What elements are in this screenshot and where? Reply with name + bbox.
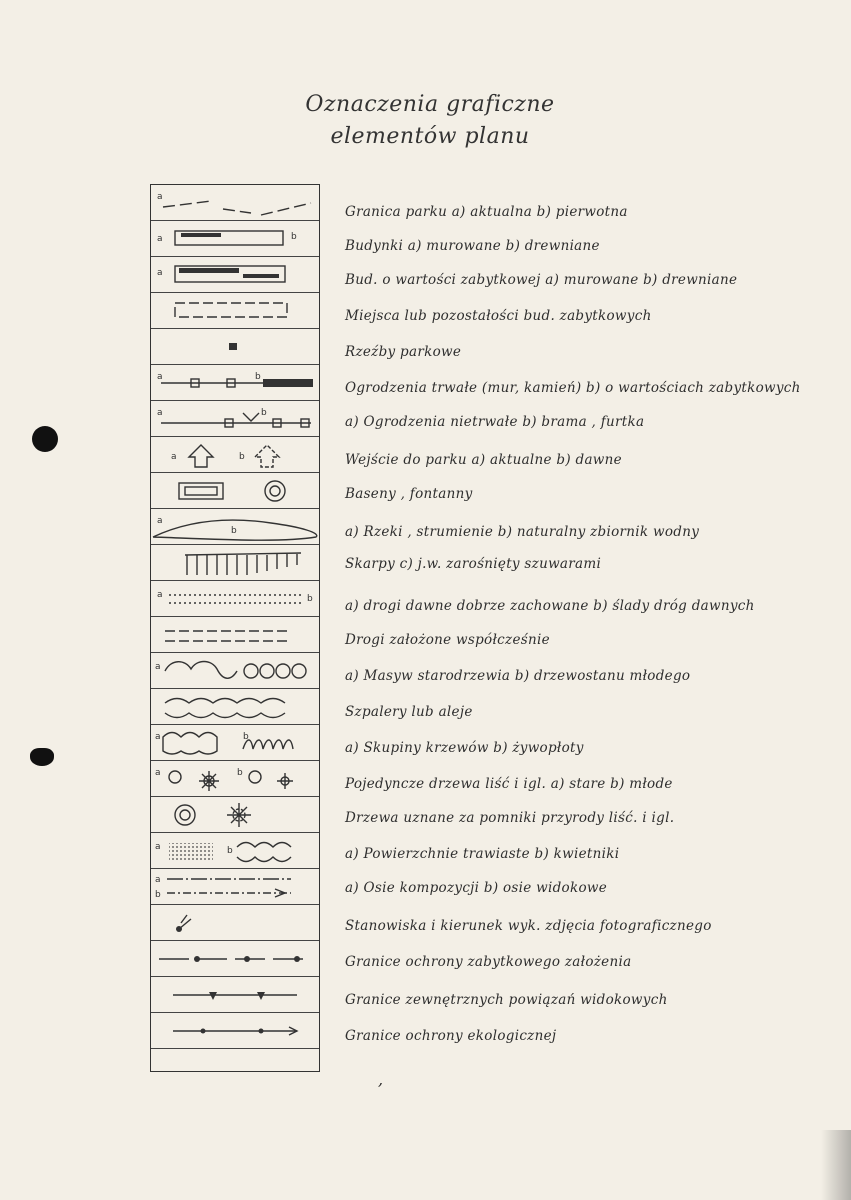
symbol-label-a: a bbox=[157, 192, 163, 202]
legend-description: Baseny , fontanny bbox=[345, 486, 473, 502]
symbol-label-b: b bbox=[307, 594, 313, 604]
symbol-monument-trees bbox=[151, 797, 319, 833]
symbol-ecological-protection-boundary bbox=[151, 1013, 319, 1049]
symbol-historic-buildings bbox=[151, 257, 319, 293]
legend-description: a) Ogrodzenia nietrwałe b) brama , furtka bbox=[345, 414, 645, 430]
symbol-label-a: a bbox=[155, 732, 161, 742]
symbol-label-b: b bbox=[239, 452, 245, 462]
legend-description: Wejście do parku a) aktualne b) dawne bbox=[345, 452, 622, 468]
symbol-label-a: a bbox=[155, 875, 161, 885]
symbol-permanent-fences bbox=[151, 365, 319, 401]
symbol-old-roads bbox=[151, 581, 319, 617]
legend-description: Pojedyncze drzewa liść i igl. a) stare b) młode bbox=[345, 776, 673, 792]
symbol-buildings bbox=[151, 221, 319, 257]
legend-description: a) Osie kompozycji b) osie widokowe bbox=[345, 880, 608, 896]
symbol-shrubs-hedges bbox=[151, 725, 319, 761]
legend-symbol-table bbox=[150, 184, 320, 1072]
legend-description: Miejsca lub pozostałości bud. zabytkowych bbox=[345, 308, 652, 324]
symbol-rivers-water bbox=[151, 509, 319, 545]
legend-description: Budynki a) murowane b) drewniane bbox=[345, 238, 600, 254]
symbol-empty-row bbox=[151, 1049, 319, 1071]
clip-mark bbox=[30, 748, 54, 766]
symbol-lawns-flowerbeds bbox=[151, 833, 319, 869]
symbol-park-entrance bbox=[151, 437, 319, 473]
title-line-2: elementów planu bbox=[330, 124, 530, 149]
symbol-heritage-protection-boundary bbox=[151, 941, 319, 977]
legend-description: Drzewa uznane za pomniki przyrody liść. i igl. bbox=[345, 810, 675, 826]
symbol-modern-roads bbox=[151, 617, 319, 653]
legend-description: Stanowiska i kierunek wyk. zdjęcia fotograficznego bbox=[345, 918, 712, 934]
symbol-label-b: b bbox=[255, 372, 261, 382]
stray-mark: , bbox=[378, 1070, 384, 1089]
symbol-label-a: a bbox=[157, 372, 163, 382]
symbol-label-a: a bbox=[157, 408, 163, 418]
legend-description: Bud. o wartości zabytkowej a) murowane b) drewniane bbox=[345, 272, 738, 288]
symbol-label-a: a bbox=[155, 662, 161, 672]
symbol-label-a: a bbox=[155, 768, 161, 778]
punch-hole-mark bbox=[32, 426, 58, 452]
symbol-photo-positions bbox=[151, 905, 319, 941]
legend-description: a) Masyw starodrzewia b) drzewostanu młodego bbox=[345, 668, 691, 684]
symbol-view-relations-boundary bbox=[151, 977, 319, 1013]
symbol-single-trees bbox=[151, 761, 319, 797]
legend-description: Granica parku a) aktualna b) pierwotna bbox=[345, 204, 628, 220]
symbol-park-boundary bbox=[151, 185, 319, 221]
symbol-historic-sites bbox=[151, 293, 319, 329]
legend-description: Rzeźby parkowe bbox=[345, 344, 462, 360]
legend-description: Granice zewnętrznych powiązań widokowych bbox=[345, 992, 668, 1008]
symbol-tree-masses bbox=[151, 653, 319, 689]
symbol-label-b: b bbox=[155, 890, 161, 900]
legend-description: a) Skupiny krzewów b) żywopłoty bbox=[345, 740, 584, 756]
legend-description: Skarpy c) j.w. zarośnięty szuwarami bbox=[345, 556, 602, 572]
symbol-label-b: b bbox=[261, 408, 267, 418]
legend-description: Granice ochrony zabytkowego założenia bbox=[345, 954, 632, 970]
legend-description: Granice ochrony ekologicznej bbox=[345, 1028, 557, 1044]
symbol-label-a: a bbox=[157, 516, 163, 526]
symbol-escarpments bbox=[151, 545, 319, 581]
symbol-pools-fountains bbox=[151, 473, 319, 509]
symbol-label-a: a bbox=[157, 590, 163, 600]
symbol-label-a: a bbox=[157, 234, 163, 244]
symbol-label-b: b bbox=[291, 232, 297, 242]
legend-description: a) drogi dawne dobrze zachowane b) ślady dróg dawnych bbox=[345, 598, 755, 614]
legend-description: a) Powierzchnie trawiaste b) kwietniki bbox=[345, 846, 620, 862]
symbol-label-b: b bbox=[227, 846, 233, 856]
symbol-axes bbox=[151, 869, 319, 905]
symbol-temporary-fences bbox=[151, 401, 319, 437]
symbol-label-a: a bbox=[157, 268, 163, 278]
title-line-1: Oznaczenia graficzne bbox=[305, 92, 555, 117]
symbol-label-b: b bbox=[243, 732, 249, 742]
legend-description: Szpalery lub aleje bbox=[345, 704, 473, 720]
page-edge-shadow bbox=[821, 1130, 851, 1200]
symbol-label-b: b bbox=[237, 768, 243, 778]
legend-description: Drogi założone współcześnie bbox=[345, 632, 550, 648]
symbol-rows-alleys bbox=[151, 689, 319, 725]
legend-description: Ogrodzenia trwałe (mur, kamień) b) o wartościach zabytkowych bbox=[345, 380, 801, 396]
symbol-sculptures bbox=[151, 329, 319, 365]
symbol-label-a: a bbox=[155, 842, 161, 852]
legend-description: a) Rzeki , strumienie b) naturalny zbiornik wodny bbox=[345, 524, 700, 540]
symbol-label-a: a bbox=[171, 452, 177, 462]
symbol-label-b: b bbox=[231, 526, 237, 536]
